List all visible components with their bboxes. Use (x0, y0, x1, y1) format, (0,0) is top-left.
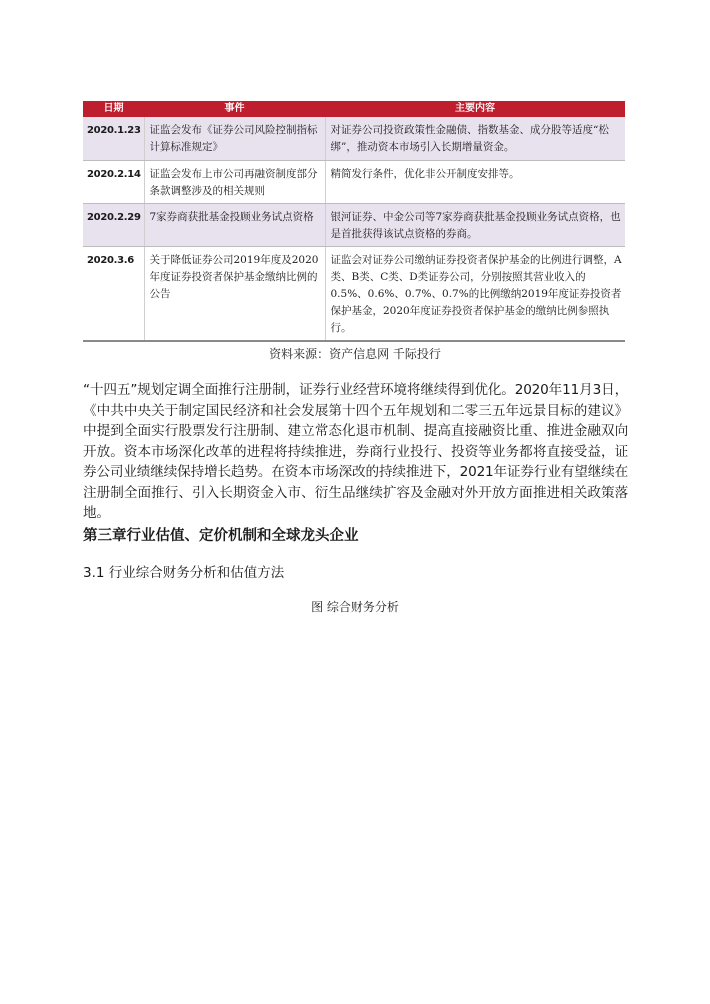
table-row (83, 246, 625, 341)
row-event: 证监会发布上市公司再融资制度部分条款调整涉及的相关规则 (144, 160, 325, 203)
row-date: 2020.2.29 (83, 203, 144, 246)
row-event: 7家券商获批基金投顾业务试点资格 (144, 203, 325, 246)
row-event: 关于降低证券公司2019年度及2020年度证券投资者保护基金缴纳比例的公告 (144, 246, 325, 341)
table-row (83, 117, 625, 160)
row-content: 精简发行条件，优化非公开制度安排等。 (325, 160, 625, 203)
section-title: 3.1 行业综合财务分析和估值方法 (83, 565, 285, 581)
table-header-row (83, 101, 625, 117)
header-content: 主要内容 (325, 101, 625, 117)
header-date: 日期 (83, 101, 144, 117)
row-date: 2020.2.14 (83, 160, 144, 203)
row-date: 2020.3.6 (83, 246, 144, 341)
header-event: 事件 (144, 101, 325, 117)
body-paragraph: “十四五”规划定调全面推行注册制，证券行业经营环境将继续得到优化。2020年11月3日，《中共中央关于制定国民经济和社会发展第十四个五年规划和二零三五年远景目标的建议》中提到全面实行股票发行注册制、建立常态化退市机制、提高直接融资比重、推进金融双向开放。资本市场深化改革的进程将持续推进，券商行业投行、投资等业务都将直接受益，证券公司业绩继续保持增长趋势。在资本市场深改的持续推进下，2021年证券行业有望继续在注册制全面推行、引入长期资金入市、衍生品继续扩容及金融对外开放方面推进相关政策落地。 (83, 382, 628, 521)
row-event: 证监会发布《证券公司风险控制指标计算标准规定》 (144, 117, 325, 160)
table-row (83, 203, 625, 246)
source-note: 资料来源：资产信息网 千际投行 (269, 347, 441, 361)
row-content: 银河证券、中金公司等7家券商获批基金投顾业务试点资格，也是首批获得该试点资格的券商。 (325, 203, 625, 246)
policy-events-table (83, 101, 625, 342)
row-content: 证监会对证券公司缴纳证券投资者保护基金的比例进行调整，A类、B类、C类、D类证券公司，分别按照其营业收入的0.5%、0.6%、0.7%、0.7%的比例缴纳2019年度证券投资者保护基金，2020年度证券投资者保护基金的缴纳比例参照执行。 (325, 246, 625, 341)
table-row (83, 160, 625, 203)
row-date: 2020.1.23 (83, 117, 144, 160)
chapter-title: 第三章行业估值、定价机制和全球龙头企业 (83, 528, 359, 544)
row-content: 对证券公司投资政策性金融债、指数基金、成分股等适度“松绑”，推动资本市场引入长期增量资金。 (325, 117, 625, 160)
figure-caption: 图 综合财务分析 (311, 600, 399, 614)
